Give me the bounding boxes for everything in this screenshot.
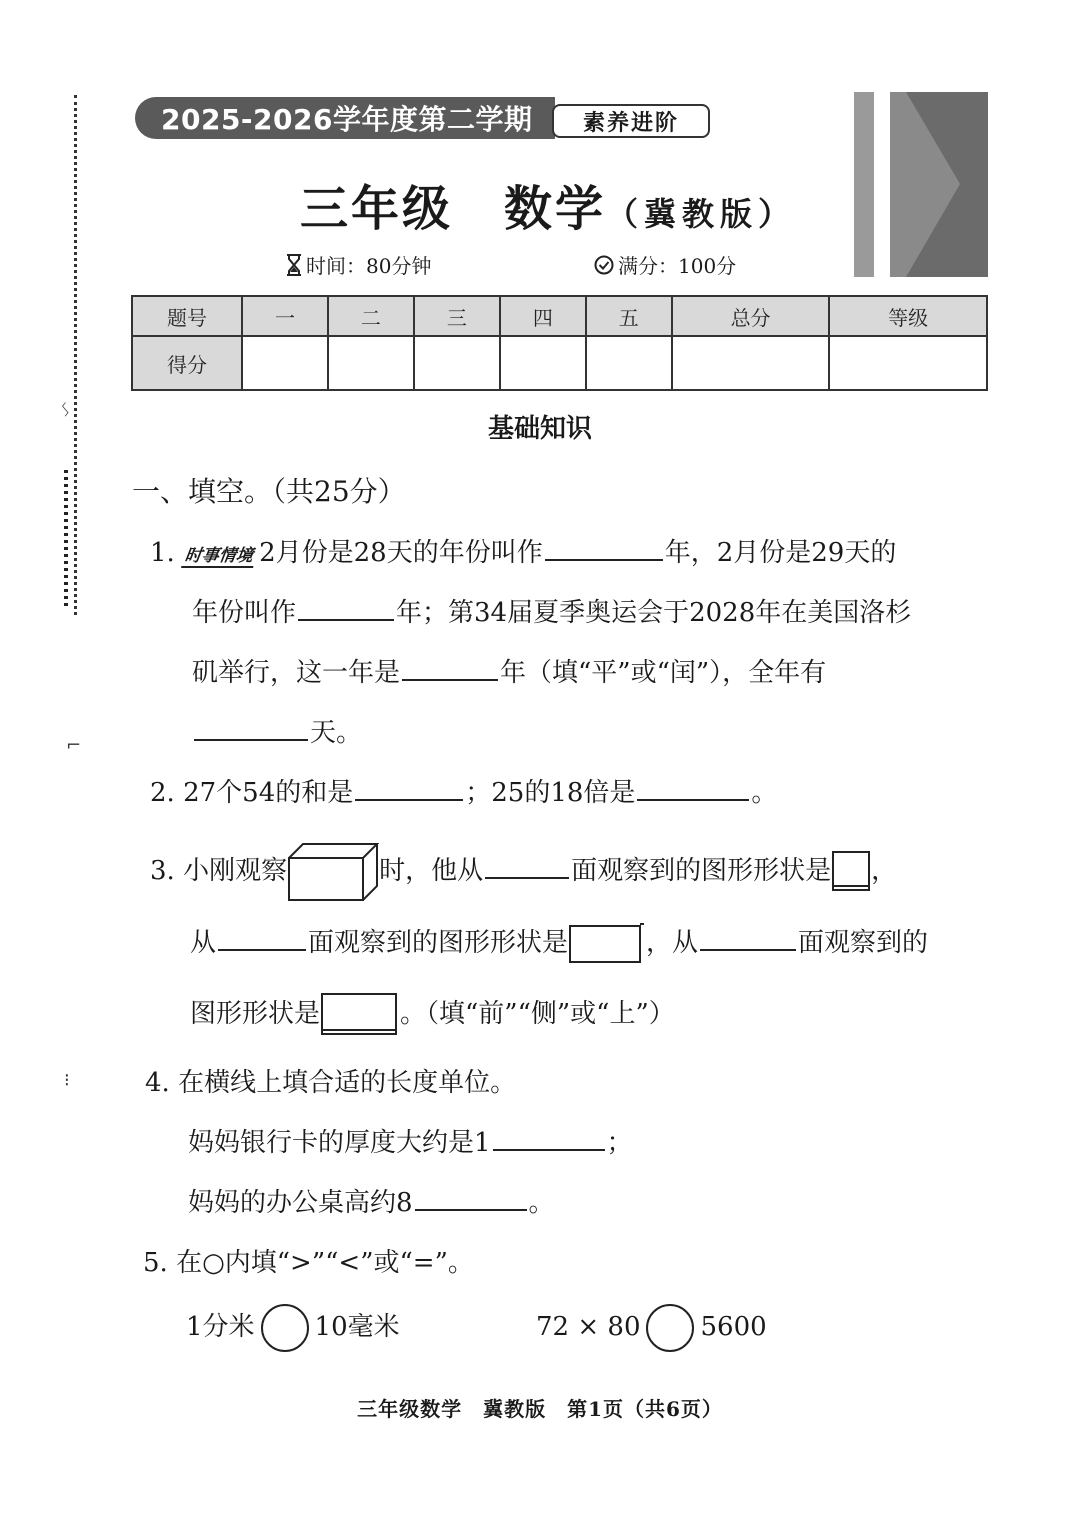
exam-title	[300, 170, 796, 239]
check-circle-icon	[594, 255, 614, 275]
score-table-col: 等级	[829, 296, 987, 336]
level-badge: 素养进阶	[552, 104, 710, 138]
compare-circle[interactable]	[261, 1304, 309, 1352]
score-table-header-label: 题号	[132, 296, 242, 336]
q1-text: 年；第34届夏季奥运会于2028年在美国洛杉	[396, 598, 912, 628]
time-info	[286, 250, 431, 279]
score-info	[594, 250, 736, 279]
q3-text: 图形形状是	[190, 999, 321, 1029]
comparison-1	[186, 1304, 400, 1352]
question-3-line-3	[190, 992, 675, 1038]
q4-text: ；	[606, 1128, 633, 1158]
q1-text: 天。	[310, 718, 363, 748]
answer-blank[interactable]	[194, 738, 308, 741]
hourglass-icon	[286, 254, 302, 276]
binding-dashed-strip	[64, 470, 68, 610]
q2-text: 。	[751, 778, 778, 808]
answer-blank[interactable]	[485, 876, 569, 879]
compare-circle[interactable]	[646, 1304, 694, 1352]
question-2	[150, 772, 777, 809]
score-cell[interactable]	[414, 336, 500, 390]
answer-blank[interactable]	[700, 948, 796, 951]
question-1-line-3	[192, 652, 826, 689]
question-1-line-2	[192, 592, 911, 629]
q3-text: 时，他从	[379, 856, 484, 886]
answer-blank[interactable]	[298, 618, 394, 621]
question-5-number: 5.	[143, 1248, 168, 1278]
question-1-line-1	[150, 532, 896, 569]
score-cell[interactable]	[586, 336, 672, 390]
q1-text: 年，2月份是29天的	[664, 538, 897, 568]
q4-text: 妈妈银行卡的厚度大约是1	[188, 1128, 491, 1158]
section-title: 基础知识	[487, 414, 592, 444]
q3-text: 面观察到的图形形状是	[571, 856, 832, 886]
question-3-line-2	[190, 922, 928, 966]
full-score-label: 满分：100分	[618, 254, 737, 278]
score-cell[interactable]	[672, 336, 830, 390]
score-cell[interactable]	[829, 336, 987, 390]
answer-blank[interactable]	[218, 948, 306, 951]
question-4-number: 4.	[145, 1068, 170, 1098]
comparison-2	[536, 1304, 767, 1352]
margin-mark: ⁝	[64, 1070, 70, 1091]
part1-heading: 一、填空。（共25分）	[132, 475, 406, 508]
binding-dotted-line	[74, 95, 77, 615]
title-sub: （冀教版）	[606, 195, 797, 233]
score-table-col: 二	[328, 296, 414, 336]
side-view-square	[831, 850, 871, 894]
question-2-number: 2.	[150, 778, 175, 808]
top-view-rectangle	[320, 992, 400, 1038]
page-footer: 三年级数学 冀教版 第1页（共6页）	[357, 1397, 723, 1421]
score-table-col: 一	[242, 296, 328, 336]
score-table-col: 总分	[672, 296, 830, 336]
question-4-line-1	[188, 1122, 633, 1159]
comparison-left: 1分米	[186, 1312, 255, 1342]
question-1-line-4	[192, 712, 362, 749]
score-table-row-label: 得分	[132, 336, 242, 390]
q3-text: 从	[190, 928, 217, 958]
chevron-decoration	[842, 92, 988, 277]
q3-text: ，	[871, 856, 898, 886]
comparison-right: 10毫米	[314, 1312, 400, 1342]
score-cell[interactable]	[328, 336, 414, 390]
q1-text: 矶举行，这一年是	[192, 658, 401, 688]
question-3-line-1	[150, 842, 897, 902]
answer-blank[interactable]	[415, 1208, 527, 1211]
answer-blank[interactable]	[637, 798, 749, 801]
score-table-col: 五	[586, 296, 672, 336]
score-table-col: 四	[500, 296, 586, 336]
q5-text: 在○内填“>”“<”或“=”。	[176, 1248, 474, 1278]
front-view-rectangle	[568, 922, 646, 966]
cuboid-figure	[287, 842, 379, 902]
answer-blank[interactable]	[355, 798, 463, 801]
current-events-tag: 时事情境	[181, 541, 257, 568]
q4-text: 在横线上填合适的长度单位。	[178, 1068, 517, 1098]
q4-text: 。	[528, 1188, 555, 1218]
comparison-left: 72 × 80	[536, 1312, 641, 1342]
q4-text: 妈妈的办公桌高约8	[188, 1188, 413, 1218]
q3-text: 面观察到的	[798, 928, 929, 958]
time-label: 时间：80分钟	[306, 254, 432, 278]
question-3-number: 3.	[150, 856, 175, 886]
score-cell[interactable]	[242, 336, 328, 390]
term-text: 2025-2026学年度第二学期	[161, 103, 533, 136]
question-4	[145, 1062, 516, 1099]
q2-text: ；25的18倍是	[465, 778, 636, 808]
answer-blank[interactable]	[545, 558, 663, 561]
score-cell[interactable]	[500, 336, 586, 390]
answer-blank[interactable]	[402, 678, 498, 681]
q3-text: 面观察到的图形形状是	[308, 928, 569, 958]
q1-text: 年（填“平”或“闰”），全年有	[500, 658, 827, 688]
margin-mark: ᛊ	[60, 400, 71, 421]
score-table	[131, 295, 988, 391]
answer-blank[interactable]	[493, 1148, 605, 1151]
q3-text: ，从	[646, 928, 699, 958]
comparison-right: 5600	[700, 1312, 767, 1342]
score-table-col: 三	[414, 296, 500, 336]
term-banner	[135, 97, 555, 139]
q2-text: 27个54的和是	[183, 778, 354, 808]
question-5	[143, 1242, 474, 1279]
q1-text: 2月份是28天的年份叫作	[259, 538, 543, 568]
question-4-line-2	[188, 1182, 555, 1219]
q3-text: 。（填“前”“侧”或“上”）	[400, 999, 675, 1029]
q1-text: 年份叫作	[192, 598, 297, 628]
title-main: 三年级 数学	[300, 181, 607, 237]
margin-mark: ⌐	[66, 735, 82, 756]
question-1-number: 1.	[150, 538, 175, 568]
q3-text: 小刚观察	[183, 856, 288, 886]
